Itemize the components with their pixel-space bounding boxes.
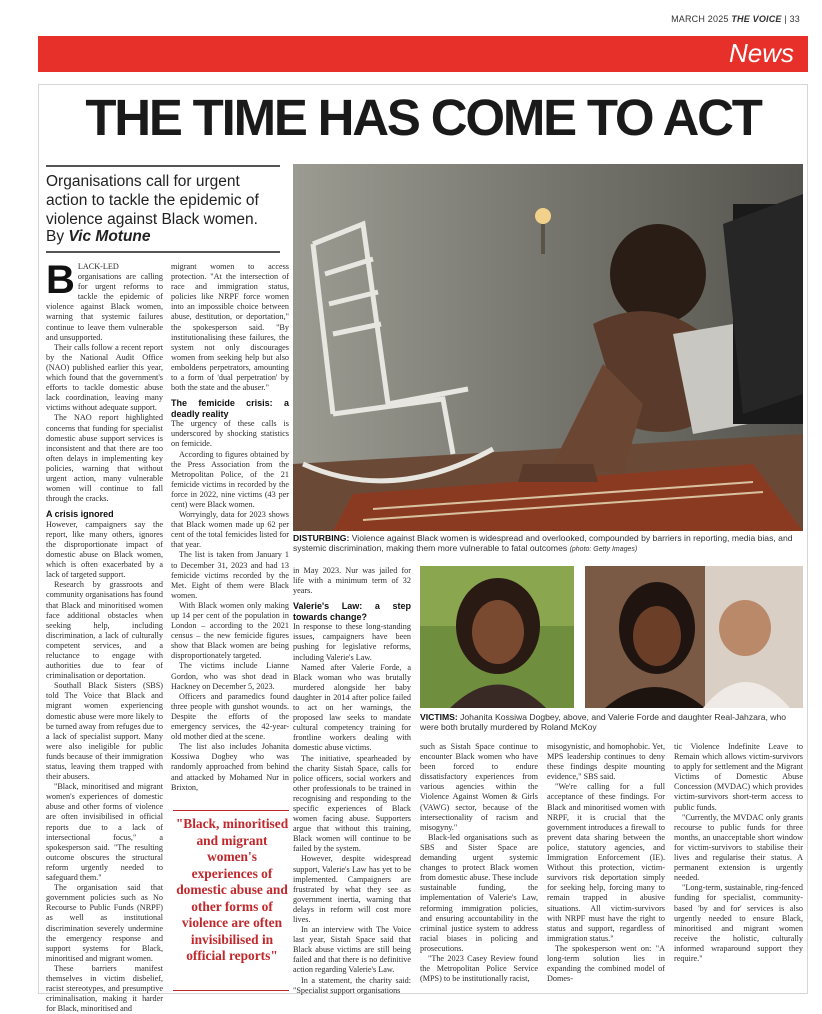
- section-label: News: [728, 38, 794, 68]
- paragraph: In a statement, the charity said: "Specialist support organisations: [293, 975, 411, 995]
- paragraph: "The 2023 Casey Review found the Metropolitan Police Service (MPS) to be institutionally racist,: [420, 953, 538, 984]
- victim-photo-dogbey: [420, 566, 574, 708]
- paragraph: However, campaigners say the report, like many others, ignores the disproportionate impact of domestic abuse on Black women, which is often exacerbated by a lack of targeted support.: [46, 519, 163, 580]
- folio-date: MARCH 2025: [671, 14, 729, 24]
- main-photo: [293, 164, 803, 531]
- article-column-6: [674, 742, 803, 990]
- byline-author: Vic Motune: [68, 228, 151, 245]
- pullquote-rule-bottom: [173, 990, 289, 991]
- paragraph: The victims include Lianne Gordon, who was shot dead in Hackney on December 5, 2023.: [171, 661, 289, 691]
- paragraph: "Currently, the MVDAC only grants recourse to public funds for three months, an unacceptable short window for victim-survivors to stabilise their lives and regularise their status. A permanent extension is urgently needed.: [674, 812, 803, 883]
- paragraph: Worryingly, data for 2023 shows that Black women made up 62 per cent of the total femicides listed for that year.: [171, 510, 289, 550]
- article-column-1: [46, 258, 163, 1014]
- folio-separator: |: [784, 14, 787, 24]
- pullquote-rule-top: [173, 810, 289, 811]
- portrait-illustration-a: [420, 566, 574, 708]
- paragraph: The list also includes Johanita Kossiwa Dogbey who was randomly approached from behind and attacked by Mohamed Nur in Brixton,: [171, 742, 289, 792]
- main-photo-caption: [293, 533, 805, 555]
- paragraph: The NAO report highlighted concerns that funding for specialist domestic abuse support services is inconsistent and that there are too often delays in implementing key policies, warning that without urgent action, many vulnerable women will continue to fall through the cracks.: [46, 413, 163, 504]
- paragraph: In an interview with The Voice last year, Sistah Space said that Black abuse victims are still being failed and that there is no definitive action regarding Valerie's Law.: [293, 925, 411, 975]
- paragraph: Named after Valerie Forde, a Black woman who was brutally murdered alongside her baby daughter in 2014 after police failed to act on her warnings, the proposed law seeks to mandate cultural competency training for frontline workers dealing with domestic abuse victims.: [293, 662, 411, 753]
- victims-caption: [420, 712, 805, 732]
- standfirst-rule-top: [46, 165, 280, 167]
- pull-quote: "Black, minoritised and migrant women's experiences of domestic abuse and other forms of violence are often invisibilised in official reports": [175, 816, 289, 963]
- article-column-2: [171, 262, 289, 808]
- paragraph: misogynistic, and homophobic. Yet, MPS leadership continues to deny these findings despite mounting evidence," SBS said.: [547, 742, 665, 782]
- paragraph: tic Violence Indefinite Leave to Remain which allows victim-survivors to apply for settlement and the Migrant Victims of Domestic Abuse Concession (MVDAC) which provides victim-survivors short-term access to public funds.: [674, 742, 803, 812]
- article-column-4: [420, 742, 538, 990]
- paragraph: "Long-term, sustainable, ring-fenced funding for specialist, community-based 'by and for' services is also urgently needed to ensure Black, minoritised and migrant women receive the holistic, culturally informed wraparound support they require.": [674, 883, 803, 963]
- paragraph: Black-led organisations such as SBS and Sister Space are demanding urgent systemic changes to protect Black women from domestic abuse. These include sustainable funding, the implementation of Valerie's Law, reforming immigration policies, and ensuring accountability in the criminal justice system to address racial biases in policing and prosecutions.: [420, 832, 538, 953]
- byline: [46, 228, 151, 246]
- standfirst-rule-bottom: [46, 251, 280, 253]
- standfirst: Organisations call for urgent action to tackle the epidemic of violence against Black women.: [46, 173, 259, 228]
- article-column-3: [293, 566, 411, 995]
- paragraph: However, despite widespread support, Valerie's Law has yet to be implemented. Campaigners are frustrated by what they see as government inertia, warning that delays in reform will cost more lives.: [293, 854, 411, 924]
- paragraph: migrant women to access protection. "At the intersection of race and immigration status, policies like NRPF force women into an impossible choice between abuse, destitution, or deportation," the spokesperson said. "By institutionalising these failures, the system not only discourages women from seeking help but also emboldens perpetrators, amounting to a form of 'dual perpetration' by both the state and the abuser.": [171, 262, 289, 393]
- paragraph: The organisation said that government policies such as No Recourse to Public Funds (NRPF) as well as institutional discrimination severely undermine the emergency response and support systems for Black, minoritised and migrant women.: [46, 883, 163, 963]
- paragraph: Southall Black Sisters (SBS) told The Voice that Black and migrant women experiencing domestic abuse were more likely to be turned away from refuges due to a lack of specialist support. Many were also ineligible for public funds because of their immigration status, leaving them trapped with their abusers.: [46, 681, 163, 782]
- light-bulb: [535, 208, 551, 224]
- headline: THE TIME HAS COME TO ACT: [85, 89, 761, 146]
- page-folio: [671, 14, 800, 24]
- byline-prefix: By: [46, 228, 65, 245]
- paragraph: "We're calling for a full acceptance of these findings. For Black and minoritised women with NRPF, it is crucial that the government introduces a firewall to prevent data sharing between the police, statutory agencies, and Immigration Enforcement (IE). Without this protection, victim-survivors risk deportation simply for seeking help, forcing many to remain trapped in abusive situations. All victim-survivors with NRPF must have the right to status and support, regardless of immigration status.": [547, 782, 665, 943]
- paragraph: Their calls follow a recent report by the National Audit Office (NAO) published earlier this year, which found that the government's efforts to tackle domestic abuse lack coordination, leaving many victims without adequate support.: [46, 342, 163, 413]
- folio-paper: THE VOICE: [731, 14, 782, 24]
- caption-label: DISTURBING:: [293, 533, 350, 543]
- paragraph: Officers and paramedics found three people with gunshot wounds. Despite the efforts of the emergency services, the 42-year-old mother died at the scene.: [171, 691, 289, 742]
- paragraph: According to figures obtained by the Press Association from the Metropolitan Police, of the 21 femicide victims in recorded by the force in 2022, nine victims (43 per cent) were Black women.: [171, 449, 289, 509]
- caption-text: Violence against Black women is widespread and overlooked, compounded by barriers in reporting, media bias, and systemic discrimination, making them more vulnerable to fatal outcomes: [293, 533, 793, 554]
- paragraph: With Black women only making up 14 per cent of the population in London – according to the 2021 census – the new femicide figures show that Black women are being disproportionately targeted.: [171, 600, 289, 661]
- article-column-5: [547, 742, 665, 990]
- main-photo-illustration: [293, 164, 803, 531]
- paragraph: The initiative, spearheaded by the charity Sistah Space, calls for police officers, social workers and other professionals to be trained in recognising and responding to the specific experiences of Black women facing abuse. Supporters argue that without this training, Black women will continue to be failed by the system.: [293, 753, 411, 854]
- section-banner: [38, 36, 808, 72]
- paragraph: LACK-LED organisations are calling for urgent reforms to tackle the epidemic of violence against Black women, warning that systemic failures continue to leave them vulnerable and unsupported.: [46, 262, 163, 342]
- paragraph: in May 2023. Nur was jailed for life with a minimum term of 32 years.: [293, 566, 411, 596]
- paragraph: such as Sistah Space continue to encounter Black women who have been forced to endure dissatisfactory experiences from various agencies within the Violence Against Women & Girls (VAWG) sector, because of the intersectionality of racism and misogyny.": [420, 742, 538, 832]
- paragraph: Research by grassroots and community organisations has found that Black and minoritised women face additional obstacles when seeking help, including discrimination, a lack of culturally competent services, and a reluctance to engage with authorities due to fear of criminalisation or deportation.: [46, 580, 163, 681]
- subheading: Valerie's Law: a step towards change?: [293, 601, 411, 622]
- folio-page-number: 33: [789, 14, 800, 24]
- paragraph: The spokesperson went on: "A long-term solution lies in expanding the combined model of Domes-: [547, 943, 665, 984]
- paragraph: In response to these long-standing issues, campaigners have been pushing for legislative reforms, including Valerie's Law.: [293, 622, 411, 662]
- caption-label: VICTIMS:: [420, 712, 458, 722]
- victim-photo-forde: [585, 566, 803, 708]
- paragraph: The urgency of these calls is underscored by shocking statistics on femicide.: [171, 419, 289, 449]
- paragraph: The list is taken from January 1 to December 31, 2023 and had 13 femicide victims recorded by the Met. Eight of them were Black women.: [171, 550, 289, 600]
- subheading: A crisis ignored: [46, 509, 114, 520]
- caption-text: Johanita Kossiwa Dogbey, above, and Valerie Forde and daughter Real-Jahzara, who were both brutally murdered by Roland McKoy: [420, 712, 787, 733]
- paragraph: "Black, minoritised and migrant women's experiences of domestic abuse and other forms of violence are often invisibilised in official reports due to a lack of intersectional focus," a spokesperson said. "The resulting outcome obscures the structural reform urgently needed to safeguard them.": [46, 782, 163, 883]
- drop-cap: B: [46, 258, 75, 302]
- subheading: The femicide crisis: a deadly reality: [171, 398, 289, 419]
- photo-credit: (photo: Getty Images): [569, 546, 638, 554]
- paragraph: These barriers manifest themselves in victim disbelief, racist stereotypes, and presumptive criminalisation, making it harder for Black, minoritised and: [46, 963, 163, 1014]
- portrait-illustration-b: [585, 566, 803, 708]
